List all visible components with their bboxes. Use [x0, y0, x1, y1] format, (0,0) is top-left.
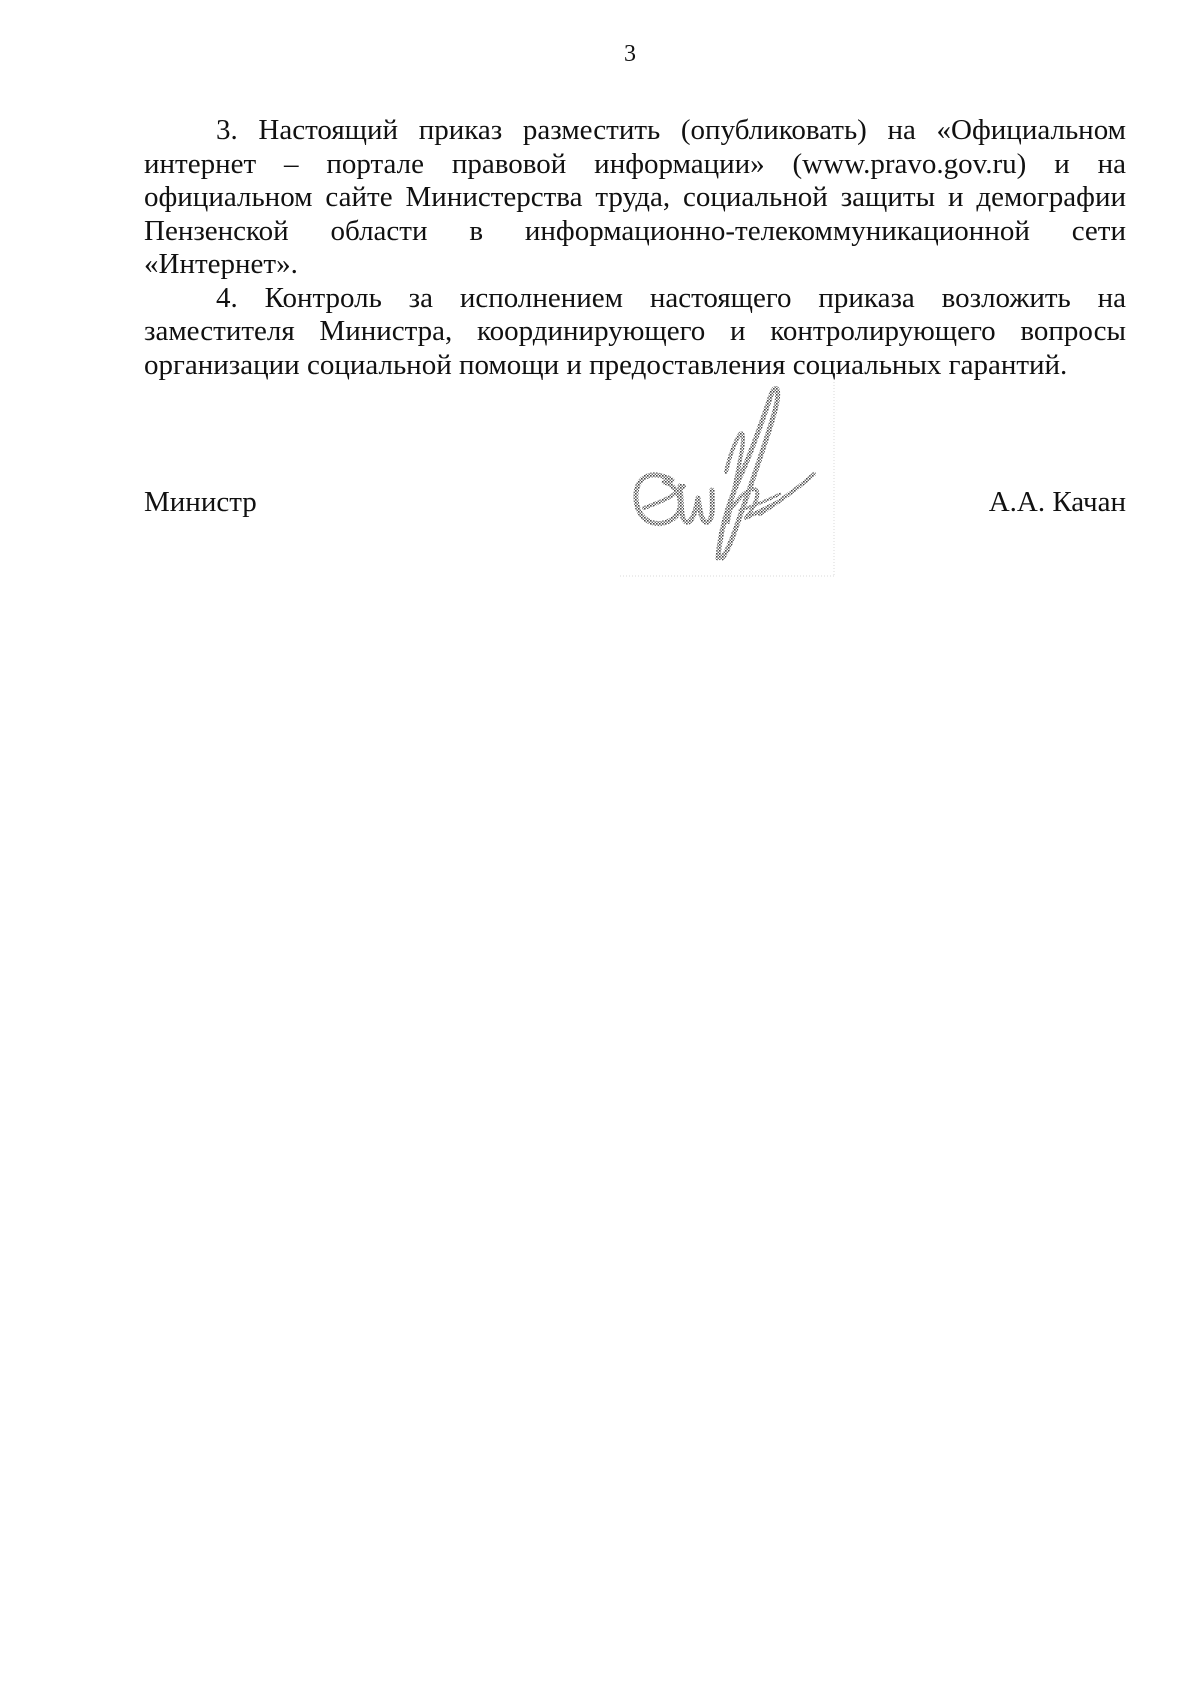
document-body — [144, 114, 1126, 382]
signatory-title: Министр — [144, 486, 257, 518]
paragraph-4: 4. Контроль за исполнением настоящего приказа возложить на заместителя Министра, координирующего и контролирующего вопросы организации социальной помощи и предоставления социальных гарантий. — [144, 281, 1126, 381]
paragraph-3: 3. Настоящий приказ разместить (опубликовать) на «Официальном интернет – портале правовой информации» (www.pravo.gov.ru) и на официальном сайте Министерства труда, социальной защиты и демографии Пензенской области в информационно-телекоммуникационной сети «Интернет». — [144, 114, 1126, 280]
handwritten-signature-icon — [620, 382, 838, 598]
signatory-name: А.А. Качан — [988, 486, 1126, 518]
page-number: 3 — [624, 41, 636, 67]
